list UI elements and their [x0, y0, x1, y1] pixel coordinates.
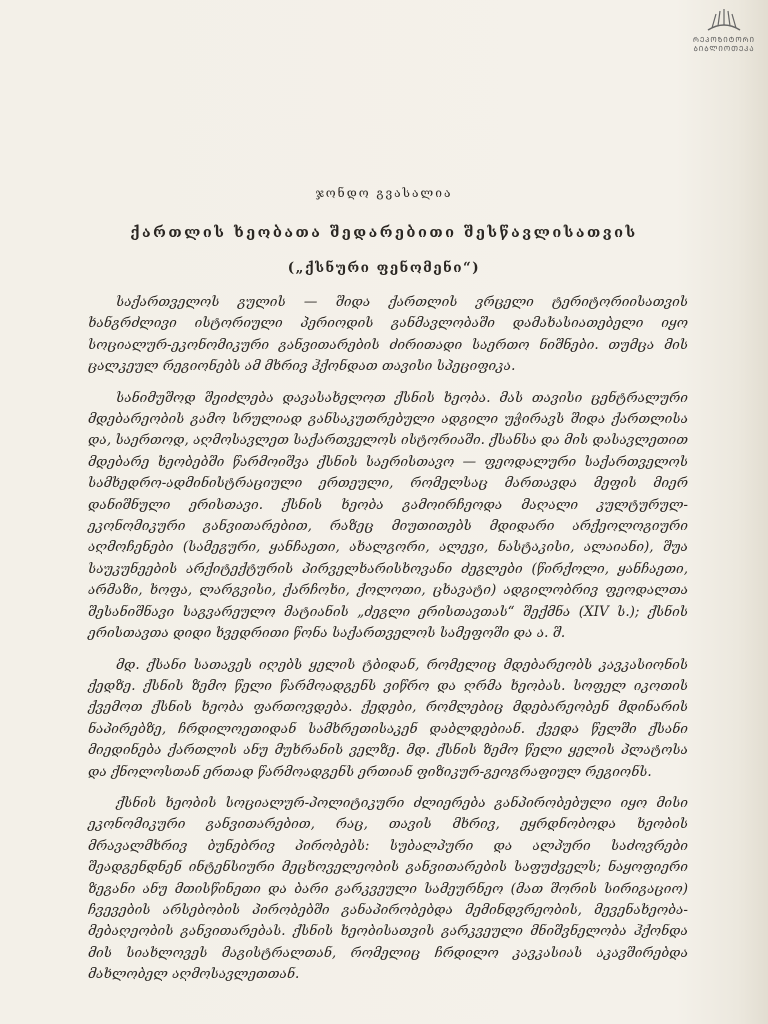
paragraph: სანიმუშოდ შეიძლება დავასახელოთ ქსნის ხეობა. მას თავისი ცენტრალური მდებარეობის გამო სრულიად განსაკუთრებული ადგილი უჭირავს შიდა ქართლისა და, საერთოდ, აღმოსავლეთ საქართველოს ისტორიაში. ქსანსა და მის დასავლეთით მდებარე ხეობებში წარმოიშვა ქსნის საერისთავო — ფეოდალური საქართველოს სამხედრო-ადმინისტრაციული ერთეული, რომელსაც მართავდა მეფის მიერ დანიშნული ერისთავი. ქსნის ხეობა გამოირჩეოდა მაღალი კულტურულ-ეკონომიკური განვითარებით, რაზეც მიუთითებს მდიდარი არქეოლოგიური აღმოჩენები (სამეგური, ყანჩაეთი, ახალგორი, ალევი, ნასტაკისი, ალაიანი), შუა საუკუნეების არქიტექტურის პირველხარისხოვანი ძეგლები (წირქოლი, ყანჩაეთი, არმაზი, ხოფა, ლარგვისი, ქარჩოხი, ქოლოთი, ცხავატი) ადგილობრივ ფეოდალთა შესანიშნავი საგვარეულო მატიანის „ძეგლი ერისთავთას“ შექმნა (XIV ს.); ქსნის ერისთავთა დიდი ხვედრითი წონა საქართველოს სამეფოში და ა. შ. — [88, 389, 688, 642]
logo-text-line1: ᲠᲔᲞᲝᲖᲘᲢᲝᲠᲘ — [693, 36, 755, 44]
library-logo — [692, 6, 756, 66]
paragraph: მდ. ქსანი სათავეს იღებს ყელის ტბიდან, რომელიც მდებარეობს კავკასიონის ქედზე. ქსნის ზემო წელი წარმოადგენს ვიწრო და ღრმა ხეობას. სოფელ იკოთის ქვემოთ ქსნის ხეობა ფართოვდება. ქედები, რომლებიც მდებარეობენ მდინარის ნაპირებზე, ჩრდილოეთიდან სამხრეთისაკენ დაბლდებიან. ქვედა წელში ქსანი მიედინება ქართლის ანუ მუხრანის ველზე. მდ. ქსნის ზემო წელი ყელის პლატოსა და ქნოლოსთან ერთად წარმოადგენს ერთიან ფიზიკურ-გეოგრაფიულ რეგიონს. — [88, 656, 688, 780]
book-emblem-icon — [704, 6, 744, 36]
article-body — [88, 292, 688, 996]
article-subtitle: („ქსნური ფენომენი“) — [287, 260, 481, 276]
logo-text-line2: ᲑᲘᲑᲚᲘᲝᲗᲔᲙᲐ — [693, 45, 755, 53]
article-title: ქართლის ხეობათა შედარებითი შესწავლისათვის — [130, 224, 638, 241]
paragraph: ქსნის ხეობის სოციალურ-პოლიტიკური ძლიერება განპირობებული იყო მისი ეკონომიკური განვითარებით, რაც, თავის მხრივ, ეყრდნობოდა ხეობის მრავალმხრივ ბუნებრივ პირობებს: სუბალპური და ალპური საძოვრები შეადგენდნენ ინტენსიური მეცხოველეობის განვითარების საფუძველს; ნაყოფიერი ზეგანი ანუ მთისწინეთი და ბარი გარკვეული სამეურნეო (მათ შორის სირიგაციო) ჩვევების არსებობის პირობებში განაპირობებდა მემინდვრეობის, მევენახეობა-მებაღეობის განვითარებას. ქსნის ხეობისათვის გარკვეული მნიშვნელობა ჰქონდა მის სიახლოვეს მაგისტრალთან, რომელიც ჩრდილო კავკასიას აკავშირებდა მახლობელ აღმოსავლეთთან. — [88, 794, 688, 983]
author-name: ჯონდო გვასალია — [315, 186, 453, 200]
paragraph: საქართველოს გულის — შიდა ქართლის ვრცელი ტერიტორიისათვის ხანგრძლივი ისტორიული პერიოდის განმავლობაში დამახასიათებელი იყო სოციალურ-ეკონომიკური განვითარების ძირითადი საერთო ნიშნები. თუმცა მის ცალკეულ რეგიონებს ამ მხრივ ჰქონდათ თავისი სპეციფიკა. — [88, 294, 688, 375]
